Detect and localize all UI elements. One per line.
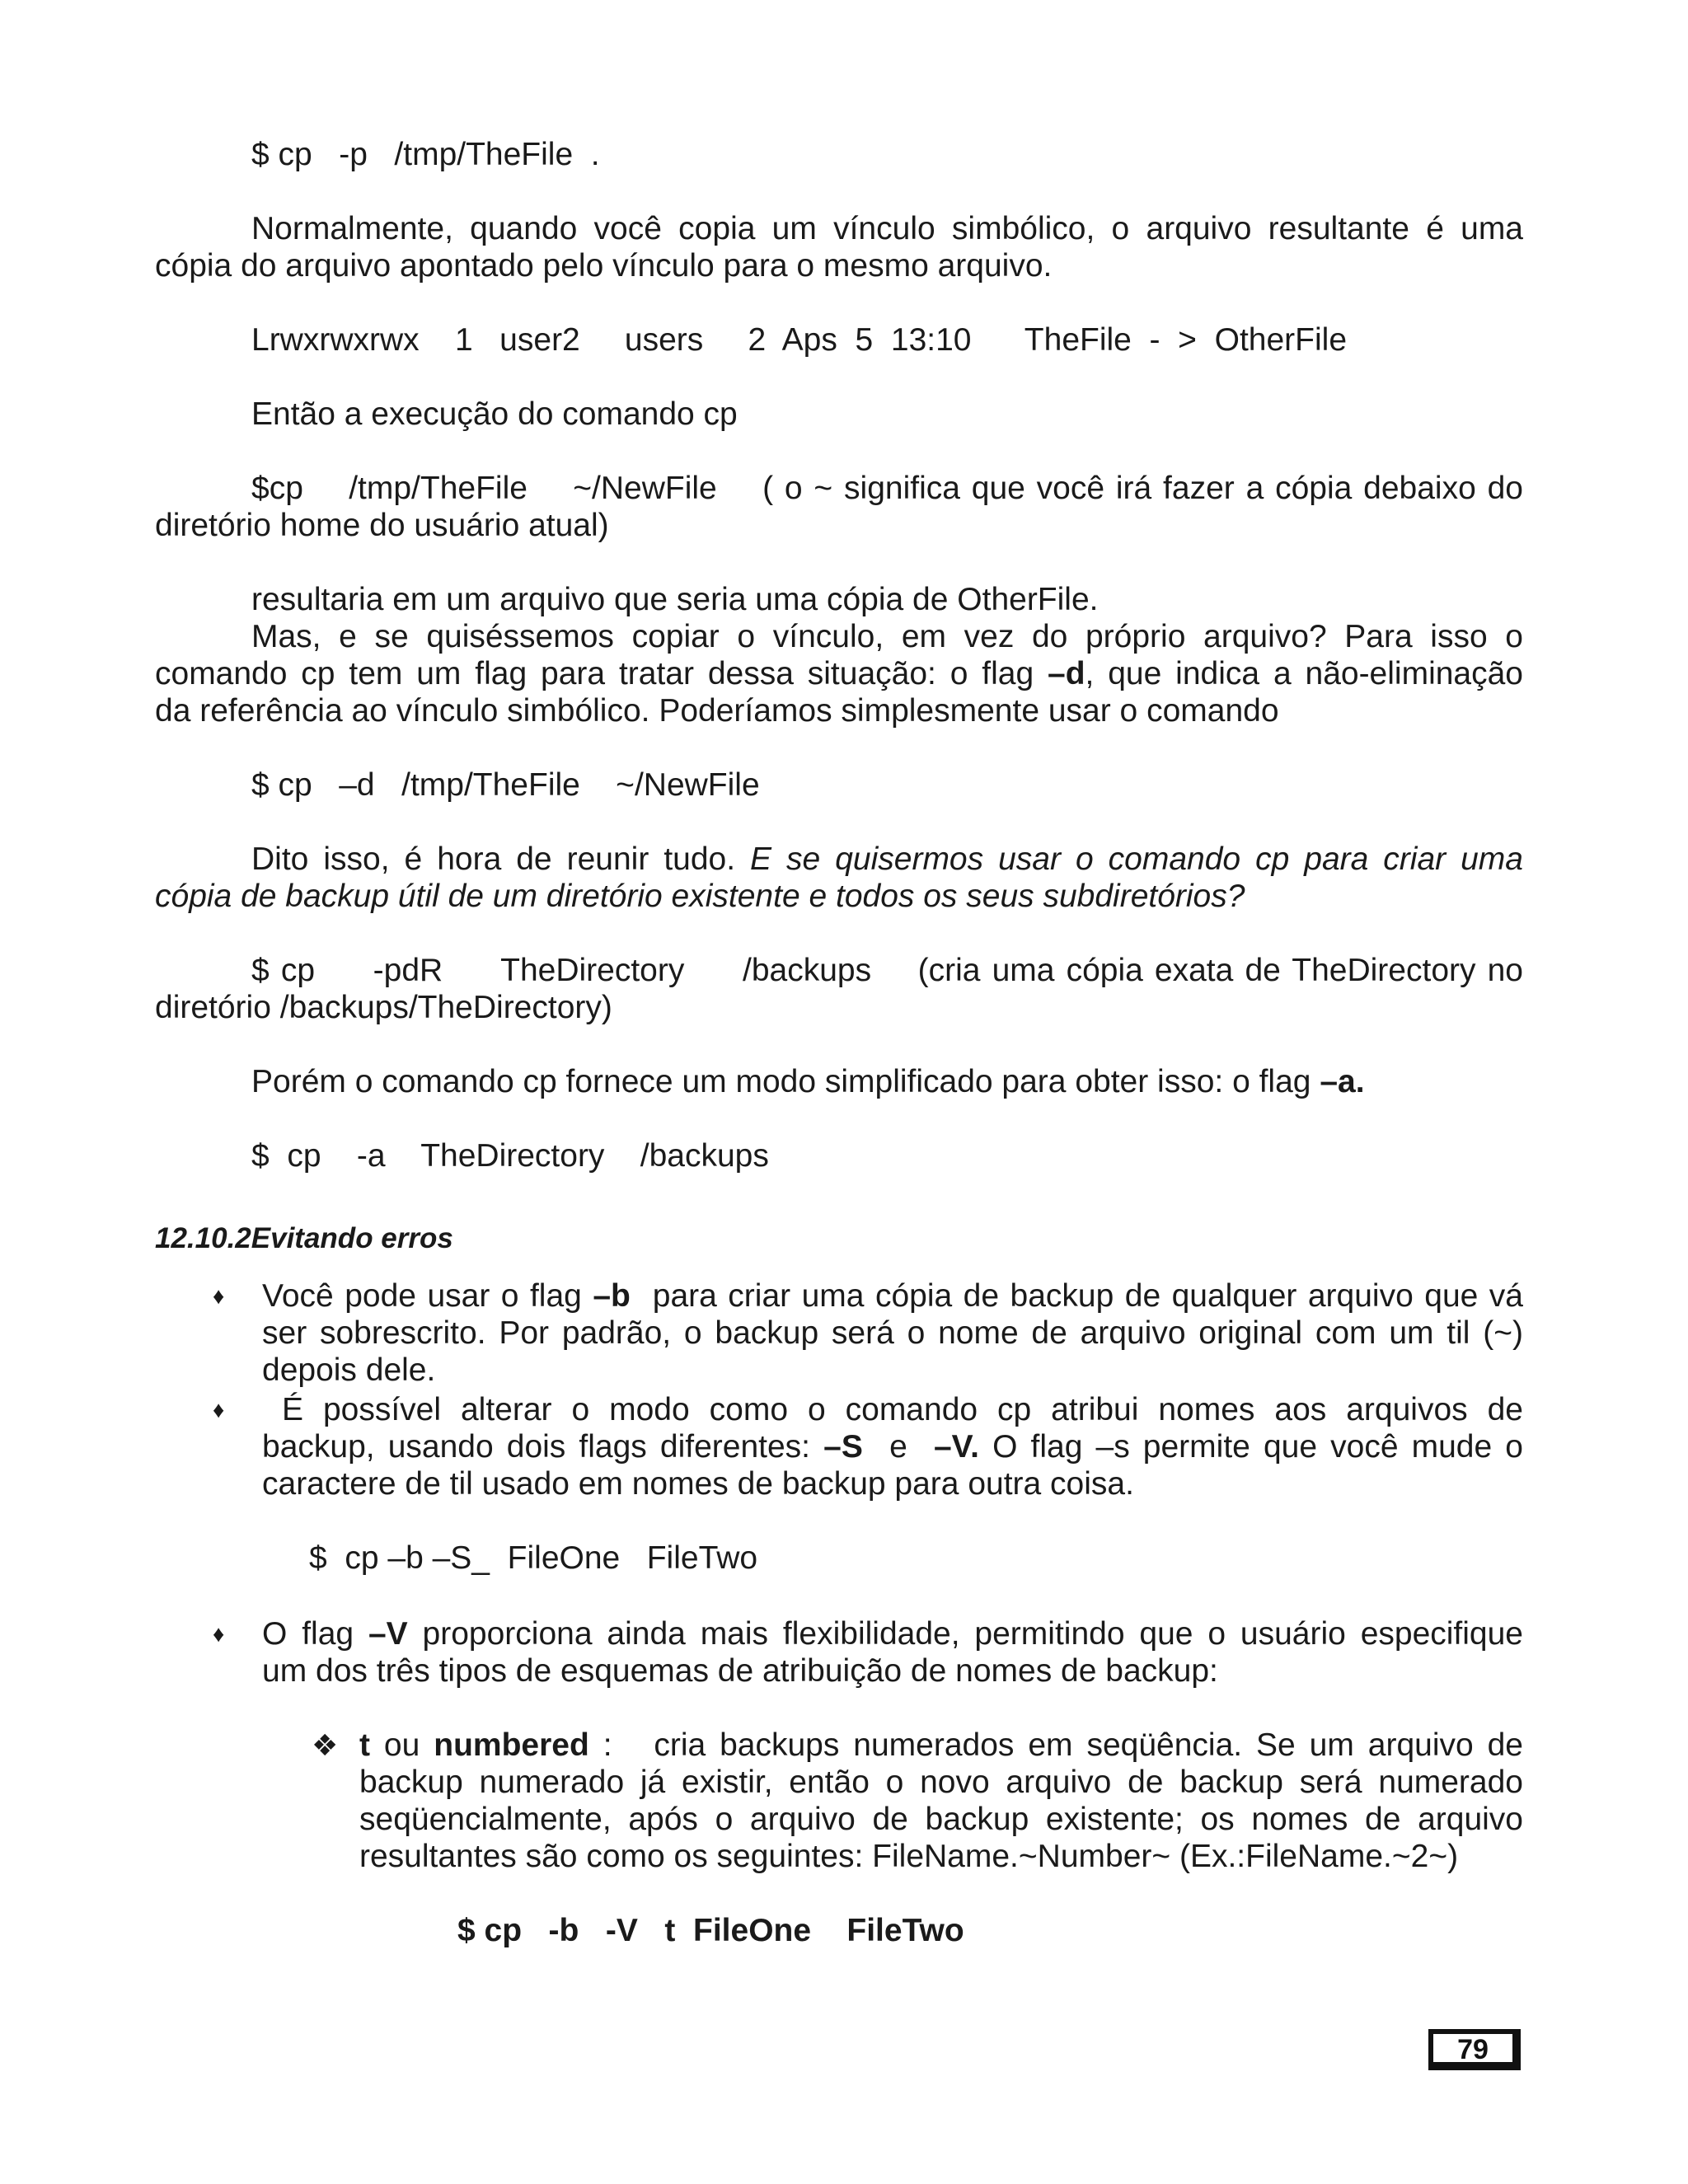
list-item-line: depois dele. [262, 1352, 436, 1388]
four-diamond-bullet-icon: ❖ [312, 1728, 339, 1762]
paragraph-line: Normalmente, quando você copia um vínculo simbólico, o arquivo resultante é uma [251, 211, 1523, 246]
sub-list-item-line: resultantes são como os seguintes: FileName.~Number~ (Ex.:FileName.~2~) [359, 1839, 1459, 1874]
flag-V: –V. [933, 1429, 979, 1465]
paragraph-line: comando cp tem um flag para tratar dessa situação: o flag –d, que indica a não-eliminação [155, 656, 1523, 691]
paragraph-line: diretório /backups/TheDirectory) [155, 990, 612, 1025]
flag-V: –V [368, 1616, 408, 1652]
list-item-line: um dos três tipos de esquemas de atribuição de nomes de backup: [262, 1653, 1218, 1689]
page-number-box [1428, 2029, 1521, 2070]
list-item-line: caractere de til usado em nomes de backup para outra coisa. [262, 1466, 1134, 1502]
list-item: Você pode usar o flag –b para criar uma cópia de backup de qualquer arquivo que vá [262, 1278, 1523, 1314]
diamond-bullet-icon: ♦ [213, 1621, 225, 1647]
command-cp-b-S: $ cp –b –S_ FileOne FileTwo [309, 1540, 758, 1576]
list-item-line: ser sobrescrito. Por padrão, o backup será o nome de arquivo original com um til (~) [262, 1315, 1523, 1351]
paragraph-line: cópia do arquivo apontado pelo vínculo para o mesmo arquivo. [155, 248, 1053, 284]
flag-b: –b [593, 1278, 631, 1314]
paragraph-line: Porém o comando cp fornece um modo simplificado para obter isso: o flag –a. [251, 1064, 1365, 1099]
flag-a: –a. [1320, 1064, 1365, 1099]
list-item-line: backup, usando dois flags diferentes: –S e –V. O flag –s permite que você mude o [262, 1429, 1523, 1465]
sub-list-item-line: backup numerado já existir, então o novo arquivo de backup será numerado [359, 1765, 1523, 1800]
command-cp-p: $ cp -p /tmp/TheFile . [251, 137, 600, 172]
paragraph-line: Dito isso, é hora de reunir tudo. E se quisermos usar o comando cp para criar uma [251, 841, 1523, 877]
command-cp-d: $ cp –d /tmp/TheFile ~/NewFile [251, 767, 760, 803]
section-heading: 12.10.2Evitando erros [155, 1222, 453, 1254]
command-cp-a: $ cp -a TheDirectory /backups [251, 1138, 769, 1174]
flag-S: –S [823, 1429, 863, 1465]
command-cp-pdR: $ cp -pdR TheDirectory /backups (cria uma cópia exata de TheDirectory no [251, 953, 1523, 988]
sub-list-item-line: seqüencialmente, após o arquivo de backup existente; os nomes de arquivo [359, 1802, 1523, 1837]
command-cp-newfile: $cp /tmp/TheFile ~/NewFile ( o ~ significa que você irá fazer a cópia debaixo do [251, 471, 1523, 506]
paragraph-line: Então a execução do comando cp [251, 396, 738, 432]
sub-list-item: t ou numbered : cria backups numerados em seqüência. Se um arquivo de [359, 1727, 1523, 1763]
command-cp-b-V-t: $ cp -b -V t FileOne FileTwo [457, 1913, 964, 1948]
diamond-bullet-icon: ♦ [213, 1283, 225, 1309]
list-item: É possível alterar o modo como o comando cp atribui nomes aos arquivos de [262, 1392, 1523, 1427]
option-t: t [359, 1727, 370, 1763]
symlink-listing: Lrwxrwxrwx 1 user2 users 2 Aps 5 13:10 TheFile - > OtherFile [251, 322, 1348, 358]
page-number: 79 [1457, 2034, 1489, 2065]
question-text: cópia de backup útil de um diretório existente e todos os seus subdiretórios? [155, 879, 1245, 914]
list-item: O flag –V proporciona ainda mais flexibilidade, permitindo que o usuário especifique [262, 1616, 1523, 1652]
question-text: E se quisermos usar o comando cp para criar uma [750, 841, 1523, 877]
option-numbered: numbered [434, 1727, 589, 1763]
paragraph-line: da referência ao vínculo simbólico. Poderíamos simplesmente usar o comando [155, 693, 1279, 729]
diamond-bullet-icon: ♦ [213, 1397, 225, 1422]
flag-d: –d [1048, 656, 1085, 691]
paragraph-line: resultaria em um arquivo que seria uma cópia de OtherFile. [251, 582, 1099, 617]
paragraph-line: diretório home do usuário atual) [155, 508, 609, 543]
paragraph-line: Mas, e se quiséssemos copiar o vínculo, em vez do próprio arquivo? Para isso o [251, 619, 1523, 654]
